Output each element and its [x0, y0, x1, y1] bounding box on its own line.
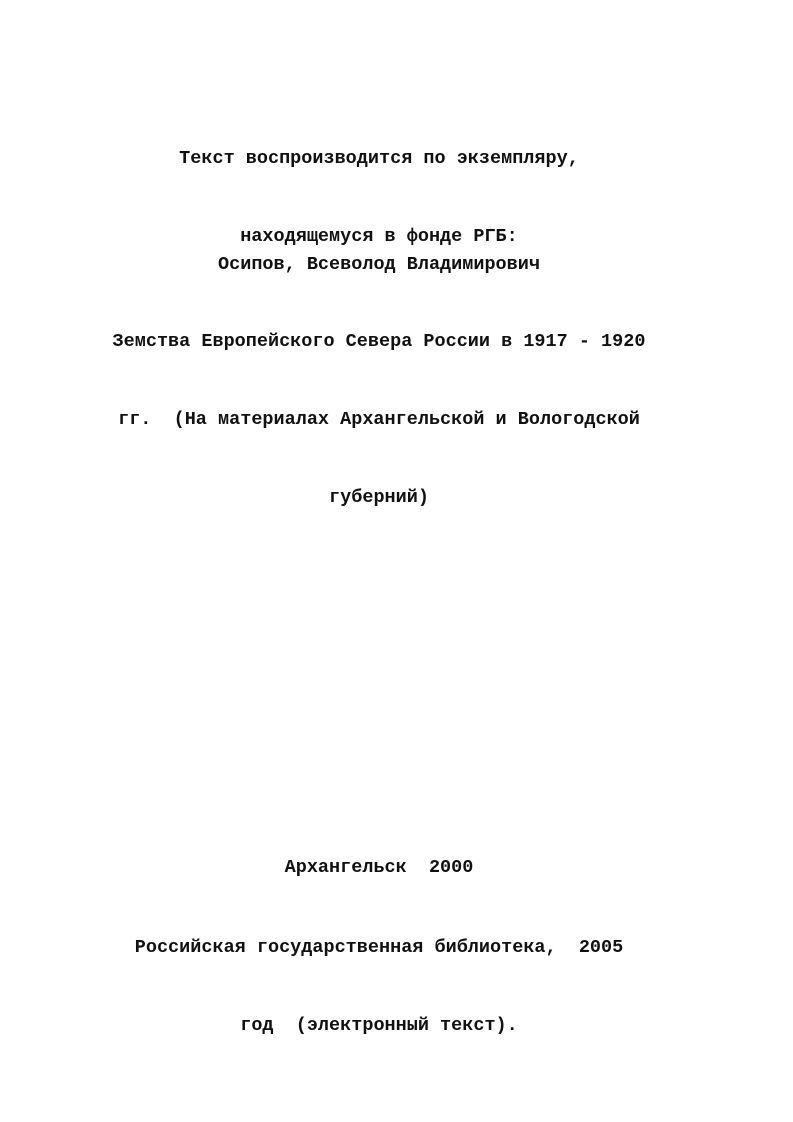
publisher-note: [0, 883, 758, 1065]
source-note-line-1: Текст воспроизводится по экземпляру,: [179, 148, 579, 169]
publisher-note-line-1: Российская государственная библиотека, 2005: [134, 937, 624, 958]
imprint-place-year: Архангельск 2000: [284, 857, 474, 878]
title-line-2: гг. (На материалах Архангельской и Вологодской: [118, 409, 640, 430]
source-note-line-2: находящемуся в фонде РГБ:: [240, 226, 518, 247]
author-name: Осипов, Всеволод Владимирович: [218, 254, 540, 275]
title-line-1: Земства Европейского Севера России в 1917 - 1920: [112, 331, 646, 352]
publisher-note-line-2: год (электронный текст).: [240, 1015, 518, 1036]
title-line-3: губерний): [329, 487, 429, 508]
title: [0, 277, 758, 537]
